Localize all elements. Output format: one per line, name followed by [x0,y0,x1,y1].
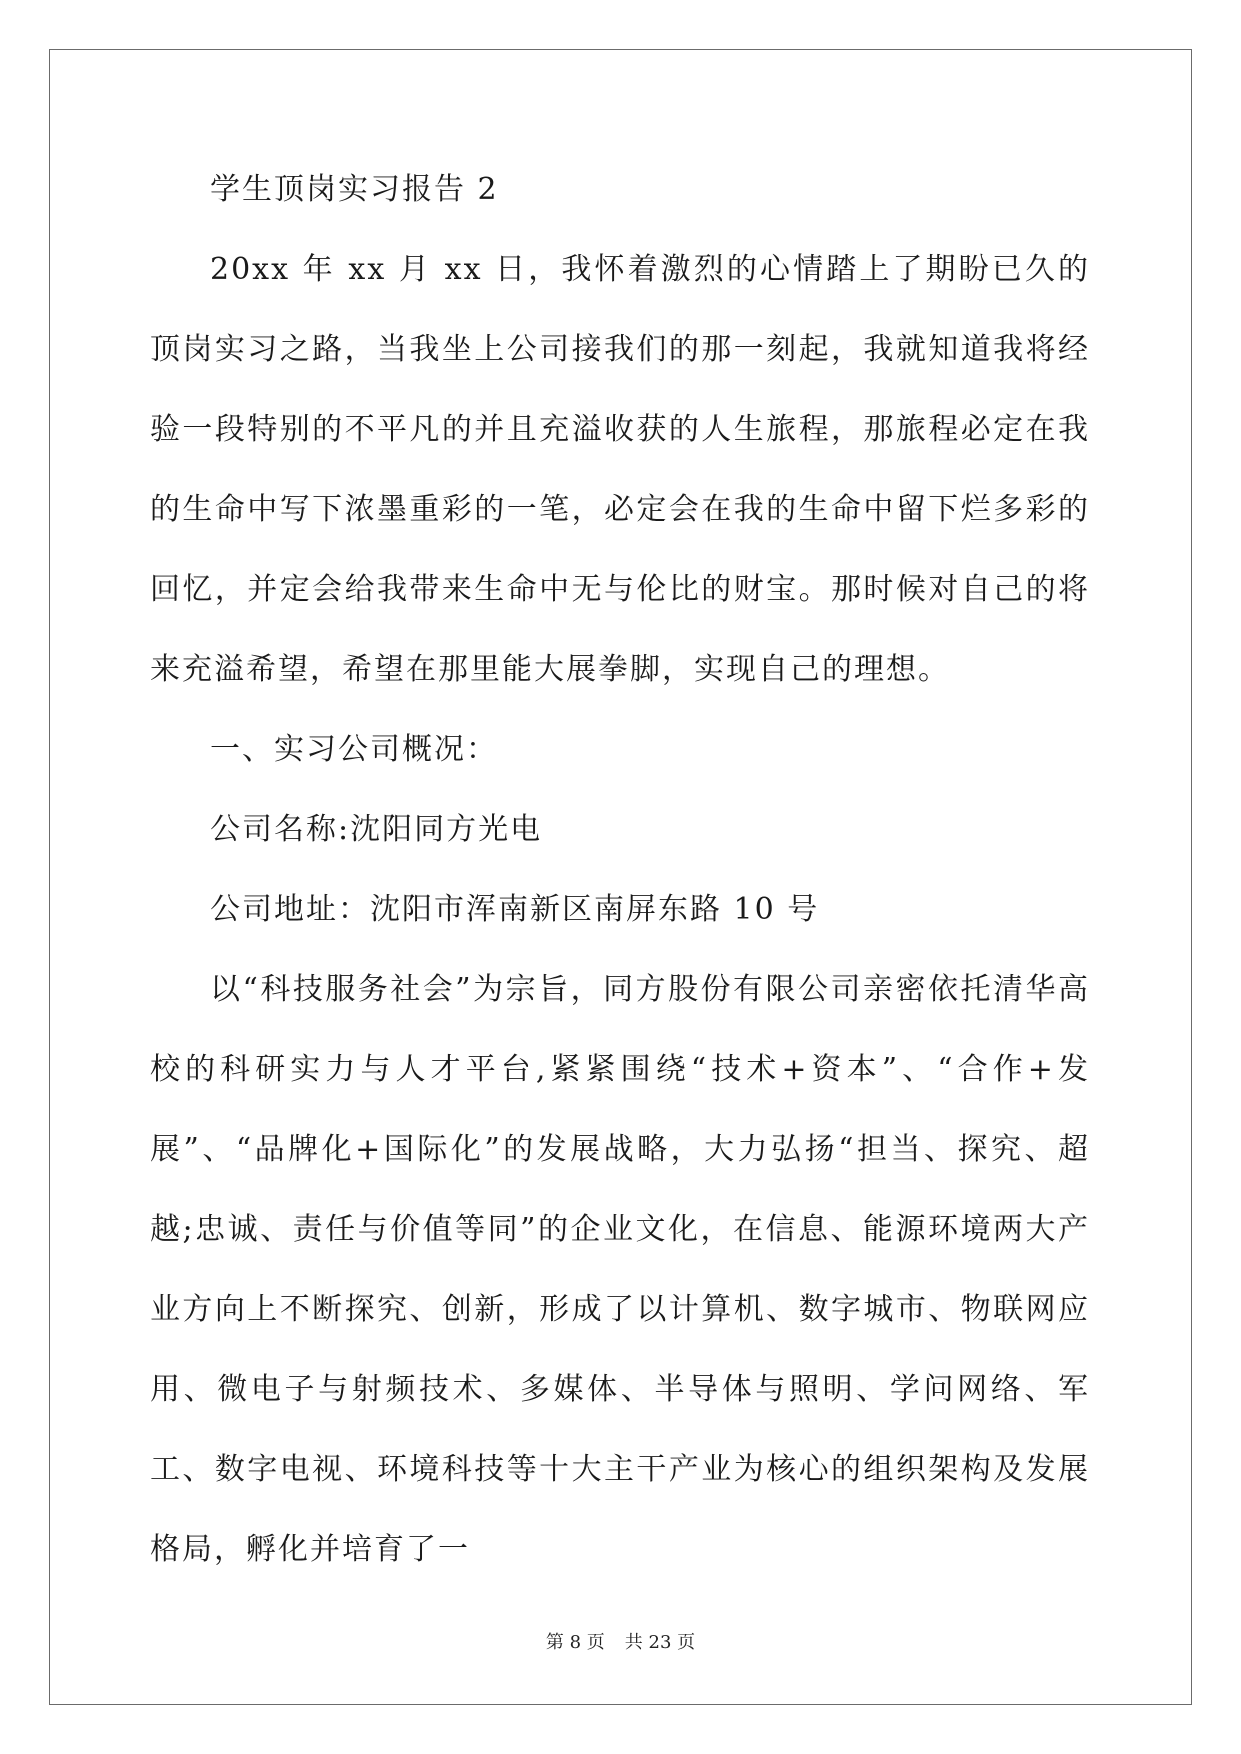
section-title: 学生顶岗实习报告 2 [210,172,499,207]
page-footer [0,1628,1241,1654]
page-number: 第 8 页 [545,1632,605,1653]
company-address-line: 公司地址：沈阳市浑南新区南屏东路 10 号 [210,892,820,927]
section-heading-company-overview: 一、实习公司概况： [210,732,498,767]
paragraph-intro: 20xx 年 xx 月 xx 日，我怀着激烈的心情踏上了期盼已久的顶岗实习之路，当我坐上公司接我们的那一刻起，我就知道我将经验一段特别的不平凡的并且充溢收获的人生旅程，那旅程必定在我的生命中写下浓墨重彩的一笔，必定会在我的生命中留下烂多彩的回忆，并定会给我带来生命中无与伦比的财宝。那时候对自己的将来充溢希望，希望在那里能大展拳脚，实现自己的理想。 [150,252,1090,687]
document-body [150,150,1090,1590]
page-total: 共 23 页 [624,1632,696,1653]
company-name-line: 公司名称:沈阳同方光电 [210,812,543,847]
paragraph-company-description: 以“科技服务社会”为宗旨，同方股份有限公司亲密依托清华高校的科研实力与人才平台,紧紧围绕“技术+资本”、“合作+发展”、“品牌化+国际化”的发展战略，大力弘扬“担当、探究、超越;忠诚、责任与价值等同”的企业文化，在信息、能源环境两大产业方向上不断探究、创新，形成了以计算机、数字城市、物联网应用、微电子与射频技术、多媒体、半导体与照明、学问网络、军工、数字电视、环境科技等十大主干产业为核心的组织架构及发展格局，孵化并培育了一 [150,972,1090,1567]
